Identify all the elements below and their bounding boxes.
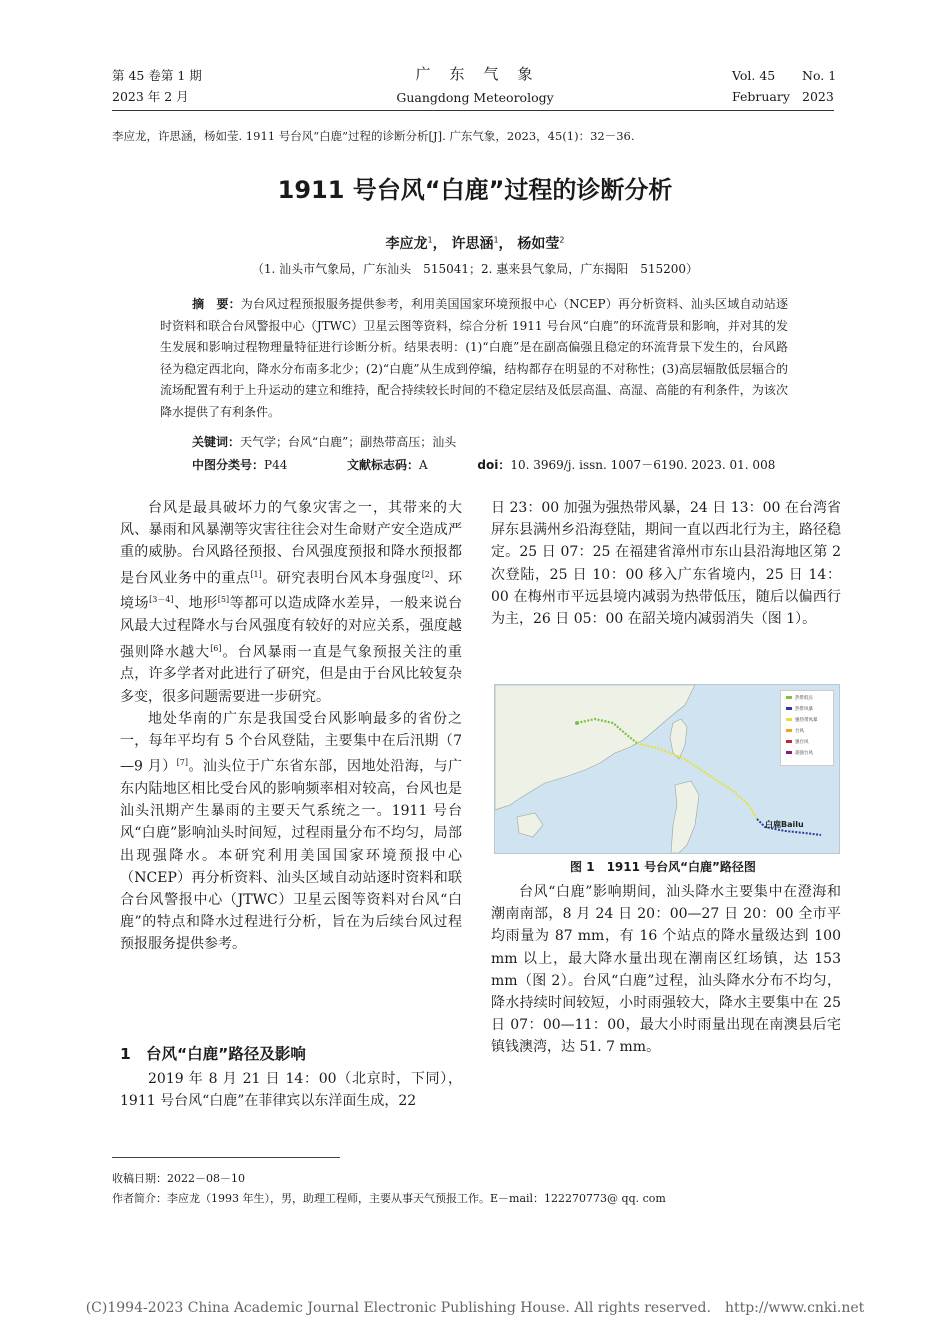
text-run: 等都可以造成降水差异，一般来说台风最大过程降水与台风强度有较好的对应关系，强度越强则降水越大: [120, 596, 463, 661]
track-end-marker: [575, 721, 579, 725]
legend-label: 热带低压: [795, 696, 813, 701]
header-month-en: February: [732, 89, 790, 104]
reference-mark: [1]: [250, 569, 262, 579]
reference-mark: [2]: [421, 569, 434, 579]
clc-value: P44: [264, 458, 288, 472]
author-affil-mark: 2: [559, 235, 565, 245]
header-volume-cn: 第 45 卷第 1 期: [112, 68, 202, 83]
section-title: 台风“白鹿”路径及影响: [146, 1045, 306, 1063]
text-run: 。研究表明台风本身强度: [261, 570, 422, 587]
legend-swatch: [786, 718, 792, 721]
legend-label: 热带风暴: [795, 707, 813, 712]
header-vol-en: Vol. 45: [732, 68, 776, 83]
abstract-text: 为台风过程预报服务提供参考，利用美国国家环境预报中心（NCEP）再分析资料、汕头区域自动站逐时资料和联合台风警报中心（JTWC）卫星云图等资料，综合分析 1911 号台风“白鹿”的环流背景和影响，并对其的发生发展和影响过程物理量特征进行诊断分析。结果表明：(1)“白鹿”是在副高偏强且稳定的环流背景下发生的，台风路径为稳定西北向，降水分布南多北少；(2)“白鹿”从生成到停编，结构都存在明显的不对称性；(3)高层辐散低层辐合的流场配置有利于上升运动的建立和维持，配合持续较长时间的不稳定层结及低层高温、高湿、高能的有利条件，为该次降水提供了有利条件。: [160, 297, 788, 419]
header-journal-cn: 广 东 气 象: [415, 65, 535, 83]
text-run: 台风是最具破坏力的气象灾害之一，其带来的大风、暴雨和风暴潮等灾害往往会对生命财产安全造成严重的威胁。台风路径预报、台风强度预报和降水预报都是台风业务中的重点: [120, 500, 462, 587]
legend-swatch: [786, 751, 792, 754]
text-run: 、环境场: [120, 570, 463, 613]
header-journal-en: Guangdong Meteorology: [396, 90, 554, 105]
legend-entry: [786, 739, 809, 745]
keywords-text: 天气学；台风“白鹿”；副热带高压；汕头: [240, 435, 457, 449]
legend-entry: [786, 706, 813, 712]
legend-swatch: [786, 740, 792, 743]
legend-swatch: [786, 707, 792, 710]
legend-label: 强热带风暴: [795, 718, 818, 723]
legend-swatch: [786, 729, 792, 732]
keywords: [192, 433, 456, 450]
author-affil-mark: 1: [493, 235, 499, 245]
body-left-column-continued: [120, 1068, 462, 1112]
map-legend: [780, 690, 834, 766]
legend-label: 台风: [795, 729, 804, 734]
body-right-column-continued: [491, 881, 841, 1059]
doc-code-label: 文献标志码：: [347, 458, 420, 472]
author-name: 杨如莹: [517, 236, 560, 252]
citation-line: 李应龙，许思涵，杨如莹. 1911 号台风“白鹿”过程的诊断分析[J]. 广东气象，2023，45(1)：32－36.: [112, 129, 635, 143]
reference-mark: [6]: [210, 643, 222, 653]
text-run: 、地形: [173, 596, 218, 613]
author-list: 李应龙$^1$， 许思涵$^1$， 杨如莹$^2$: [385, 235, 565, 252]
luzon-island: [671, 781, 699, 853]
footnote-author: 作者简介：李应龙（1993 年生），男，助理工程师，主要从事天气预报工作。E－mail：122270773@ qq. com: [112, 1192, 666, 1205]
text-run: 地处华南的广东是我国受台风影响最多的省份之一，每年平均有 5 个台风登陆，主要集中在后汛期（7—9 月）: [120, 710, 462, 775]
mainland-landmass: [495, 685, 695, 810]
header-no-en: No. 1: [802, 68, 837, 83]
section-number: 1: [120, 1045, 131, 1063]
reference-mark: [5]: [217, 595, 230, 605]
header-year-en: 2023: [802, 89, 834, 104]
keywords-label: 关键词：: [192, 435, 241, 449]
legend-swatch: [786, 696, 792, 699]
author-name: 许思涵: [451, 236, 494, 252]
footnote-rule: [112, 1157, 340, 1158]
paragraph: [120, 497, 462, 708]
header-rule: [112, 110, 834, 111]
legend-label: 强台风: [795, 740, 809, 745]
paragraph: 台风“白鹿”影响期间，汕头降水主要集中在澄海和潮南南部，8 月 24 日 20：00—27 日 20：00 全市平均雨量为 87 mm，有 16 个站点的降水量级达到 100 mm 以上，最大降水量出现在潮南区红场镇，达 153 mm（图 2）。台风“白鹿”过程，汕头降水分布不均匀，降水持续时间较短，小时雨强较大，降水主要集中在 25 日 07：00—11：00，最大小时雨量出现在南澳县后宅镇钱澳湾，达 51. 7 mm。: [491, 884, 841, 1056]
reference-mark: [3－4]: [149, 595, 174, 605]
legend-entry: [786, 695, 813, 701]
hainan-island: [517, 813, 543, 837]
author-name: 李应龙: [385, 236, 428, 252]
clc-label: 中图分类号：: [192, 458, 265, 472]
legend-entry: [786, 750, 813, 756]
reference-mark: [7]: [176, 758, 188, 768]
abstract-label: 摘 要：: [192, 297, 241, 311]
text-run: 。汕头位于广东省东部，因地处沿海，与广东内陆地区相比受台风的影响频率相对较高，台风也是汕头汛期产生暴雨的主要天气系统之一。1911 号台风“白鹿”影响汕头时间短，过程雨量分布不均匀，局部出现强降水。本研究利用美国国家环境预报中心（NCEP）再分析资料、汕头区域自动站逐时资料和联合台风警报中心（JTWC）卫星云图等资料对台风“白鹿”的特点和降水过程进行分析，旨在为后续台风过程预报服务提供参考。: [120, 758, 463, 953]
body-right-column: [491, 497, 841, 630]
footnote-received: 收稿日期：2022－08－10: [112, 1172, 245, 1185]
paragraph: [120, 708, 462, 956]
header-date-cn: 2023 年 2 月: [112, 89, 189, 104]
author-affil-mark: 1: [427, 235, 433, 245]
figure-caption: 图 1 1911 号台风“白鹿”路径图: [570, 860, 756, 874]
legend-entry: [786, 717, 818, 723]
legend-entry: [786, 728, 804, 734]
section-heading: [120, 1042, 306, 1064]
doc-code-value: A: [419, 458, 428, 472]
paper-title: 1911 号台风“白鹿”过程的诊断分析: [277, 176, 673, 204]
typhoon-name-label: 白鹿Bailu: [765, 820, 804, 829]
doi-value: 10. 3969/j. issn. 1007－6190. 2023. 01. 008: [510, 458, 776, 472]
abstract: [160, 294, 788, 423]
paragraph: 日 23：00 加强为强热带风暴，24 日 13：00 在台湾省屏东县满州乡沿海登陆，期间一直以西北行为主，路径稳定。25 日 07：25 在福建省漳州市东山县沿海地区第 2 次登陆，25 日 10：00 移入广东省境内，25 日 14：00 在梅州市平远县境内减弱为热带低压，随后以偏西行为主，26 日 05：00 在韶关境内减弱消失（图 1）。: [491, 500, 841, 628]
paragraph: 2019 年 8 月 21 日 14：00（北京时，下同），1911 号台风“白鹿”在菲律宾以东洋面生成，22: [120, 1071, 462, 1110]
affiliation: （1. 汕头市气象局，广东汕头 515041；2. 惠来县气象局，广东揭阳 515200）: [251, 262, 699, 276]
copyright-notice: (C)1994-2023 China Academic Journal Electronic Publishing House. All rights reserved. http://www.cnki.net: [85, 1300, 865, 1316]
text-run: 。台风暴雨一直是气象预报关注的重点，许多学者对此进行了研究，但是由于台风比较复杂多变，很多问题需要进一步研究。: [120, 644, 463, 705]
classification-line: [192, 456, 775, 473]
legend-label: 超强台风: [795, 751, 813, 756]
doi-label: doi：: [477, 458, 511, 472]
body-left-column: [120, 497, 462, 956]
